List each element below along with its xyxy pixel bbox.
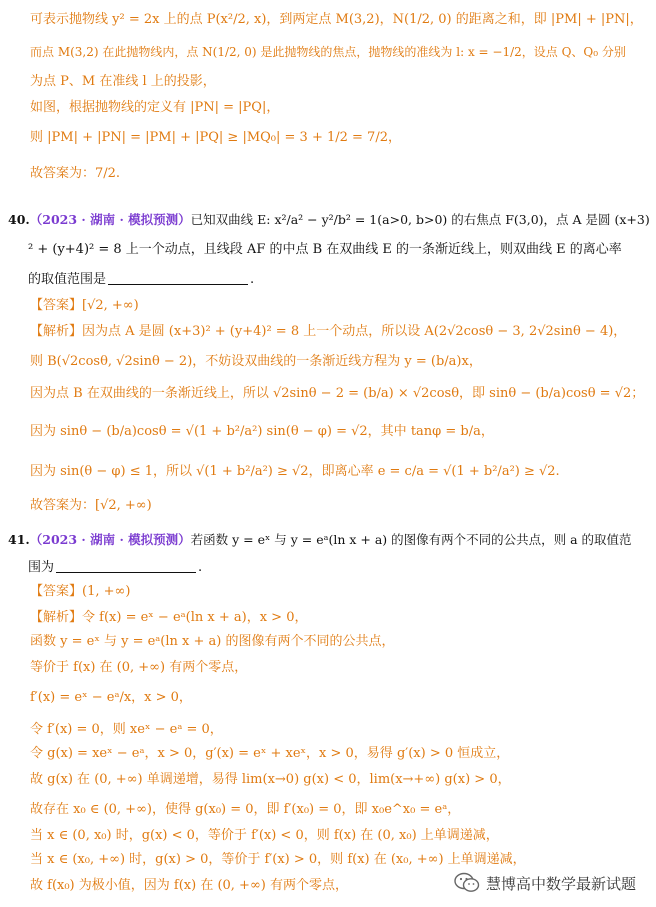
solution-line xyxy=(30,850,526,870)
line-text: 因为 sinθ − (b/a)cosθ = √(1 + b²/a²) sin(θ − φ) = √2，其中 tanφ = b/a， xyxy=(30,424,494,439)
section-tag: 【解析】 xyxy=(30,324,83,339)
question-line xyxy=(8,530,632,550)
watermark xyxy=(454,869,636,897)
line-text: 则 B(√2cosθ, √2sinθ − 2)，不妨设双曲线的一条渐近线方程为 y = (b/a)x， xyxy=(30,354,482,369)
line-text: 因为点 A 是圆 (x+3)² + (y+4)² = 8 上一个动点，所以设 A(2√2cosθ − 3, 2√2sinθ − 4)， xyxy=(82,324,627,339)
solution-line xyxy=(30,720,223,740)
question-line xyxy=(8,210,650,230)
solution-line xyxy=(30,876,348,896)
section-tag: 【答案】 xyxy=(30,298,83,313)
answer-blank[interactable] xyxy=(108,270,248,285)
line-text-end: . xyxy=(198,560,203,575)
question-text-line xyxy=(28,558,202,578)
line-text: 而点 M(3,2) 在此抛物线内，点 N(1/2, 0) 是此抛物线的焦点，抛物线的准线为 l: x = −1/2，设点 Q、Q₀ 分别 xyxy=(30,45,626,59)
line-text: 故答案为：[√2, +∞) xyxy=(30,498,152,513)
line-text: 若函数 y = eˣ 与 y = eᵃ(ln x + a) 的图像有两个不同的公共点，则 a 的取值范 xyxy=(190,532,632,547)
line-text: 已知双曲线 E: x²/a² − y²/b² = 1(a>0, b>0) 的右焦点 F(3,0)，点 A 是圆 (x+3) xyxy=(190,212,650,227)
line-text: 故存在 x₀ ∈ (0, +∞)，使得 g(x₀) = 0，即 f′(x₀) = 0，即 x₀e^x₀ = eᵃ， xyxy=(30,802,461,817)
question-number: 41. xyxy=(8,532,30,547)
solution-line xyxy=(30,98,279,118)
line-text: 令 f(x) = eˣ − eᵃ(ln x + a)，x > 0， xyxy=(82,610,308,625)
line-text: 令 f′(x) = 0，则 xeˣ − eᵃ = 0， xyxy=(30,722,223,737)
question-text-line xyxy=(28,240,622,260)
question-text-line xyxy=(28,270,254,290)
line-text: f′(x) = eˣ − eᵃ/x，x > 0， xyxy=(30,690,192,705)
solution-line xyxy=(30,608,307,628)
solution-line xyxy=(30,632,395,652)
line-text: 当 x ∈ (x₀, +∞) 时，g(x) > 0，等价于 f′(x) > 0，则 f(x) 在 (x₀, +∞) 上单调递减， xyxy=(30,852,526,867)
solution-line xyxy=(30,688,192,708)
solution-line xyxy=(30,42,626,62)
solution-line xyxy=(30,128,401,148)
line-text: ² + (y+4)² = 8 上一个动点，且线段 AF 的中点 B 在双曲线 E 的一条渐近线上，则双曲线 E 的离心率 xyxy=(28,242,622,257)
line-text: 为点 P、M 在准线 l 上的投影， xyxy=(30,74,216,89)
line-text: 故 g(x) 在 (0, +∞) 单调递增，易得 lim(x→0) g(x) < 0，lim(x→+∞) g(x) > 0， xyxy=(30,772,511,787)
line-text: 函数 y = eˣ 与 y = eᵃ(ln x + a) 的图像有两个不同的公共点， xyxy=(30,634,395,649)
solution-line xyxy=(30,826,499,846)
solution-line xyxy=(30,770,511,790)
question-source: （2023 · 湖南 · 模拟预测） xyxy=(29,212,191,227)
line-text: 令 g(x) = xeˣ − eᵃ，x > 0，g′(x) = eˣ + xeˣ，x > 0，易得 g′(x) > 0 恒成立， xyxy=(30,746,510,761)
section-tag: 【解析】 xyxy=(30,610,83,625)
line-text: 的取值范围是 xyxy=(28,272,107,287)
solution-line xyxy=(30,296,139,316)
wechat-icon xyxy=(454,872,480,894)
watermark-text: 慧博高中数学最新试题 xyxy=(485,874,636,893)
line-text: 等价于 f(x) 在 (0, +∞) 有两个零点， xyxy=(30,660,248,675)
solution-line xyxy=(30,164,120,184)
question-number: 40. xyxy=(8,212,30,227)
line-text: 围为 xyxy=(28,560,55,575)
line-text: 可表示抛物线 y² = 2x 上的点 P(x²/2, x)，到两定点 M(3,2)，N(1/2, 0) 的距离之和，即 |PM| + |PN|， xyxy=(30,12,643,27)
line-text: 故 f(x₀) 为极小值，因为 f(x) 在 (0, +∞) 有两个零点， xyxy=(30,878,348,893)
solution-line xyxy=(30,496,152,516)
section-tag: 【答案】 xyxy=(30,584,83,599)
line-text: 如图，根据抛物线的定义有 |PN| = |PQ|， xyxy=(30,100,280,115)
line-text: 当 x ∈ (0, x₀) 时，g(x) < 0，等价于 f′(x) < 0，则 f(x) 在 (0, x₀) 上单调递减， xyxy=(30,828,499,843)
line-text: 故答案为：7/2. xyxy=(30,166,121,181)
line-text-end: . xyxy=(250,272,255,287)
solution-line xyxy=(30,800,460,820)
line-text: 因为 sin(θ − φ) ≤ 1，所以 √(1 + b²/a²) ≥ √2，即离心率 e = c/a = √(1 + b²/a²) ≥ √2. xyxy=(30,464,560,479)
solution-line xyxy=(30,744,509,764)
line-text: 因为点 B 在双曲线的一条渐近线上，所以 √2sinθ − 2 = (b/a) × √2cosθ，即 sinθ − (b/a)cosθ = √2； xyxy=(30,386,645,401)
solution-line xyxy=(30,322,626,342)
solution-line xyxy=(30,582,130,602)
solution-line xyxy=(30,422,494,442)
solution-line xyxy=(30,352,482,372)
solution-line xyxy=(30,462,560,482)
solution-line xyxy=(30,658,247,678)
answer-blank[interactable] xyxy=(56,558,196,573)
question-source: （2023 · 湖南 · 模拟预测） xyxy=(29,532,191,547)
line-text: [√2, +∞) xyxy=(82,298,139,313)
solution-line xyxy=(30,384,644,404)
line-text: 则 |PM| + |PN| = |PM| + |PQ| ≥ |MQ₀| = 3 + 1/2 = 7/2， xyxy=(30,130,401,145)
solution-line xyxy=(30,72,216,92)
line-text: (1, +∞) xyxy=(82,584,131,599)
solution-line xyxy=(30,10,643,30)
